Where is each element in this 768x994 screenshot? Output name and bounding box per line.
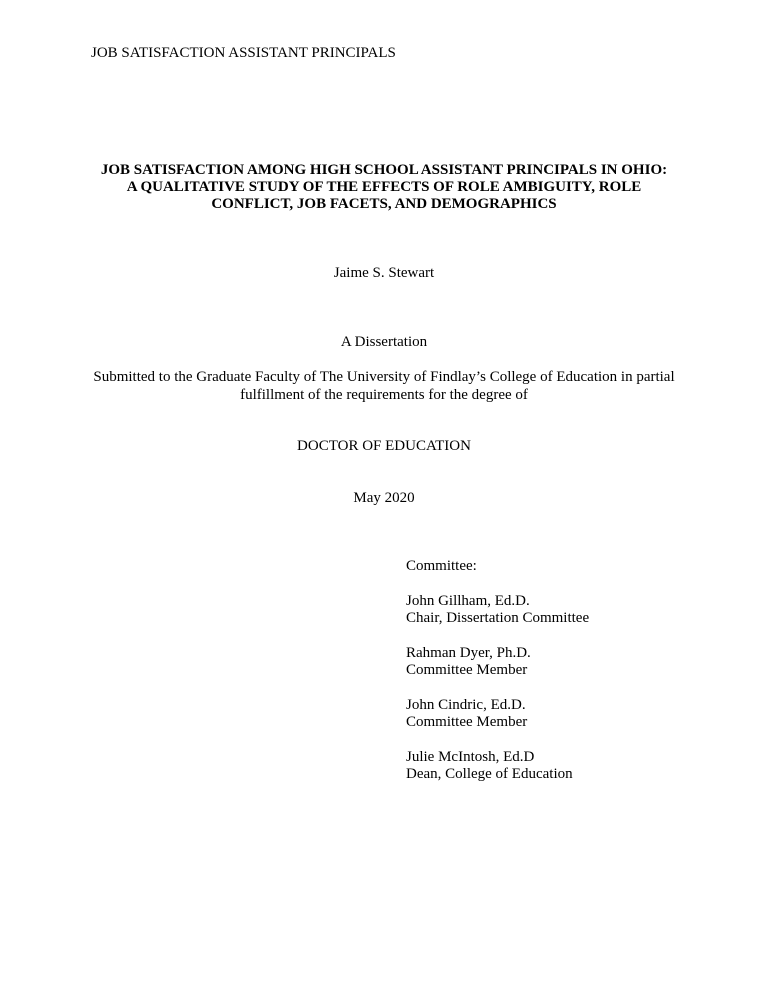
title-line: A QUALITATIVE STUDY OF THE EFFECTS OF ROLE AMBIGUITY, ROLE [126, 179, 642, 195]
running-head: JOB SATISFACTION ASSISTANT PRINCIPALS [91, 45, 396, 61]
dissertation-title [91, 162, 677, 213]
committee-list [406, 558, 589, 801]
author-name: Jaime S. Stewart [333, 265, 435, 281]
committee-member [406, 749, 589, 784]
member-role: Committee Member [406, 714, 528, 730]
member-role: Dean, College of Education [406, 766, 573, 782]
member-role: Chair, Dissertation Committee [406, 610, 590, 626]
committee-member [406, 645, 589, 680]
member-name: John Gillham, Ed.D. [406, 592, 530, 609]
member-name: Rahman Dyer, Ph.D. [406, 644, 531, 661]
submission-statement [91, 368, 677, 404]
title-line: CONFLICT, JOB FACETS, AND DEMOGRAPHICS [211, 196, 557, 212]
submission-line: fulfillment of the requirements for the degree of [240, 387, 528, 403]
submission-line: Submitted to the Graduate Faculty of The University of Findlay’s College of Education in partial [93, 369, 675, 385]
title-line: JOB SATISFACTION AMONG HIGH SCHOOL ASSISTANT PRINCIPALS IN OHIO: [100, 162, 668, 178]
member-role: Committee Member [406, 662, 528, 678]
document-type: A Dissertation [340, 334, 428, 350]
committee-member [406, 593, 589, 628]
committee-heading: Committee: [406, 558, 477, 574]
degree-name: DOCTOR OF EDUCATION [297, 438, 471, 454]
member-name: John Cindric, Ed.D. [406, 696, 526, 713]
member-name: Julie McIntosh, Ed.D [406, 748, 535, 765]
committee-member [406, 697, 589, 732]
submission-date: May 2020 [353, 490, 415, 506]
